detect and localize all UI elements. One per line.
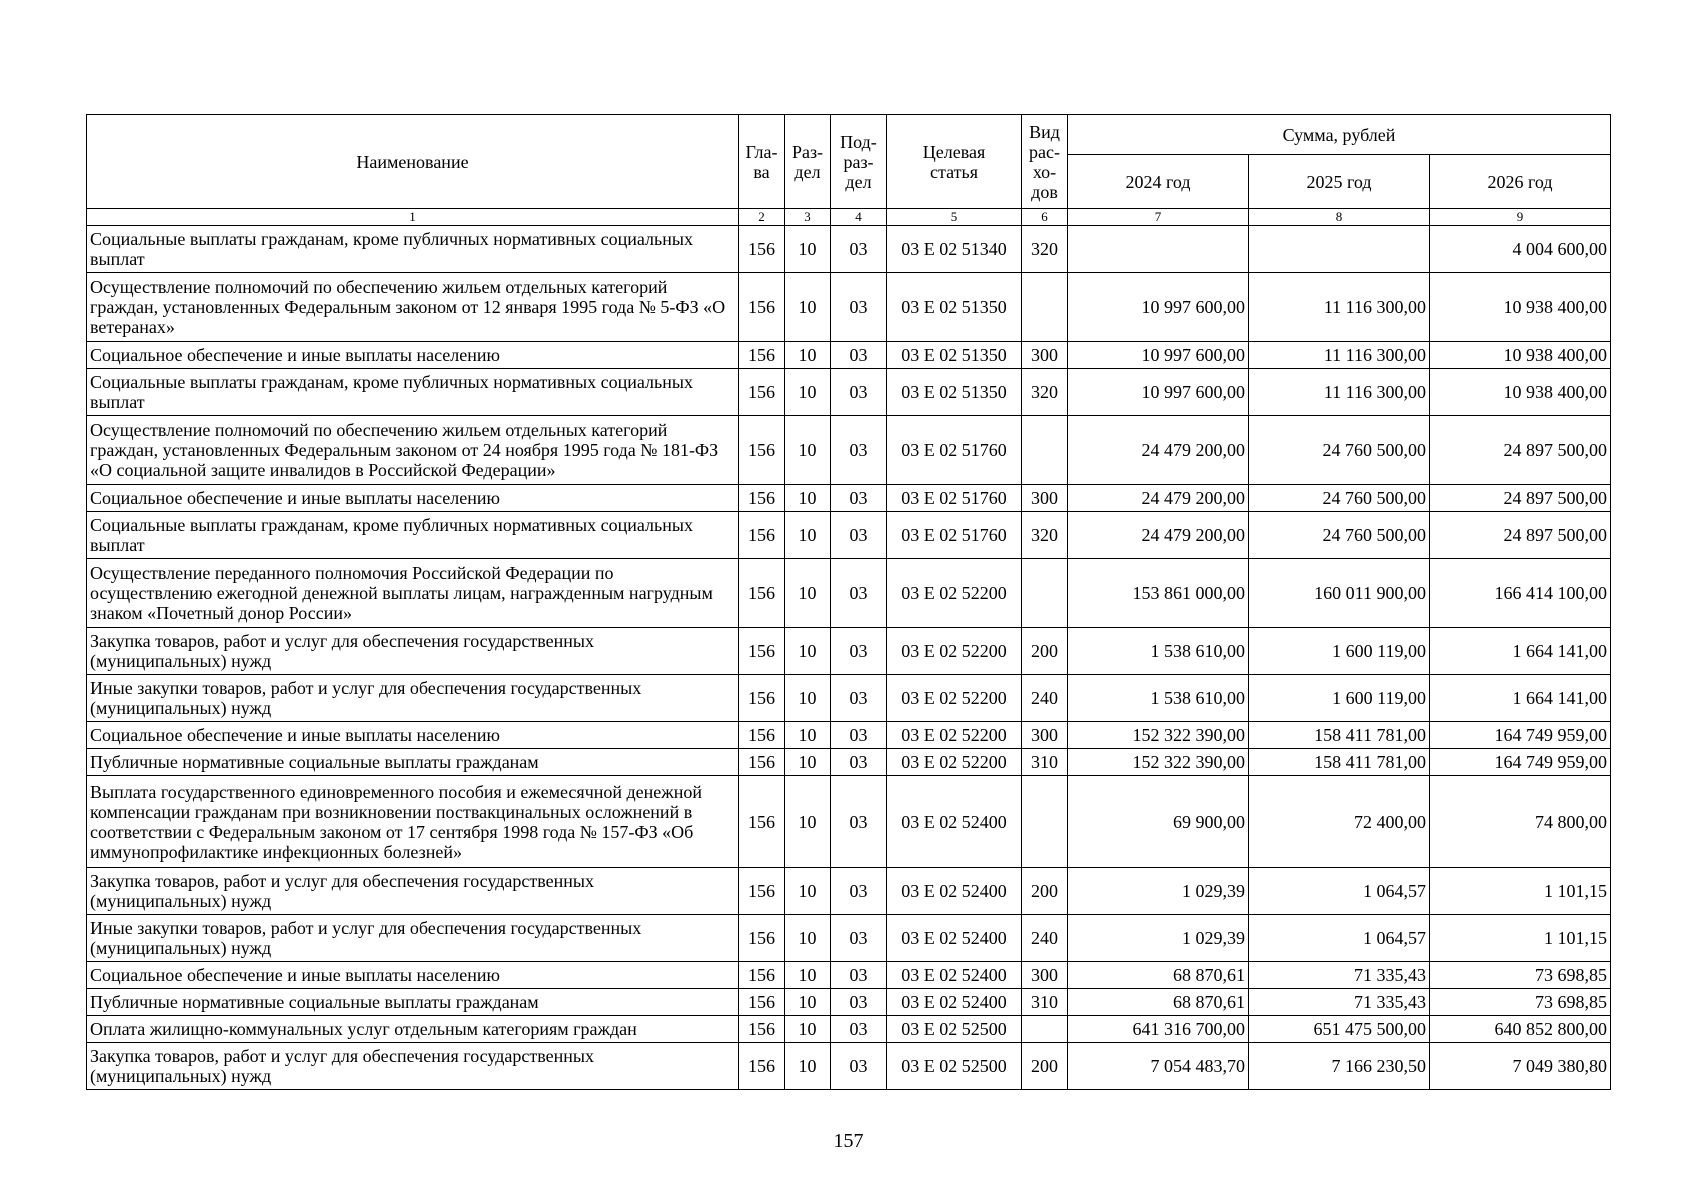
- row-podrazdel: 03: [831, 989, 887, 1016]
- row-amount-2025: 71 335,43: [1249, 962, 1430, 989]
- row-amount-2026: 10 938 400,00: [1430, 273, 1611, 342]
- row-razdel: 10: [785, 226, 831, 273]
- row-razdel: 10: [785, 559, 831, 628]
- row-name: Социальное обеспечение и иные выплаты населению: [87, 722, 739, 749]
- header-year-2024: 2024 год: [1068, 155, 1249, 209]
- row-amount-2024: 24 479 200,00: [1068, 512, 1249, 559]
- row-celevaya-statya: 03 Е 02 51340: [887, 226, 1022, 273]
- row-razdel: 10: [785, 722, 831, 749]
- row-razdel: 10: [785, 1016, 831, 1043]
- row-amount-2026: 1 101,15: [1430, 868, 1611, 915]
- row-podrazdel: 03: [831, 273, 887, 342]
- row-amount-2024: 68 870,61: [1068, 989, 1249, 1016]
- row-glava: 156: [739, 776, 785, 868]
- row-vid-rashodov: 300: [1022, 722, 1068, 749]
- table-row: [87, 485, 1611, 512]
- row-vid-rashodov: [1022, 273, 1068, 342]
- row-razdel: 10: [785, 776, 831, 868]
- row-vid-rashodov: 300: [1022, 962, 1068, 989]
- row-vid-rashodov: 200: [1022, 628, 1068, 675]
- row-razdel: 10: [785, 675, 831, 722]
- row-vid-rashodov: [1022, 1016, 1068, 1043]
- table-row: [87, 722, 1611, 749]
- row-name: Осуществление переданного полномочия Российской Федерации по осуществлению ежегодной денежной выплаты лицам, награжденным нагрудным знаком «Почетный донор России»: [87, 559, 739, 628]
- row-name: Публичные нормативные социальные выплаты гражданам: [87, 989, 739, 1016]
- row-vid-rashodov: 240: [1022, 915, 1068, 962]
- row-celevaya-statya: 03 Е 02 51760: [887, 416, 1022, 485]
- row-celevaya-statya: 03 Е 02 52200: [887, 559, 1022, 628]
- row-amount-2025: 24 760 500,00: [1249, 512, 1430, 559]
- table-row: [87, 416, 1611, 485]
- row-vid-rashodov: [1022, 776, 1068, 868]
- header-year-2025: 2025 год: [1249, 155, 1430, 209]
- row-amount-2026: 73 698,85: [1430, 962, 1611, 989]
- row-amount-2024: 1 538 610,00: [1068, 675, 1249, 722]
- row-vid-rashodov: 300: [1022, 342, 1068, 369]
- row-amount-2026: 164 749 959,00: [1430, 722, 1611, 749]
- table-row: [87, 273, 1611, 342]
- row-amount-2026: 74 800,00: [1430, 776, 1611, 868]
- row-name: Выплата государственного единовременного пособия и ежемесячной денежной компенсации гражданам при возникновении поствакцинальных осложнений в соответствии с Федеральным законом от 17 сентября 1998 года № 157-ФЗ «Об иммунопрофилактике инфекционных болезней»: [87, 776, 739, 868]
- row-vid-rashodov: 300: [1022, 485, 1068, 512]
- row-amount-2026: 164 749 959,00: [1430, 749, 1611, 776]
- row-amount-2024: 24 479 200,00: [1068, 485, 1249, 512]
- row-amount-2025: 160 011 900,00: [1249, 559, 1430, 628]
- row-name: Социальное обеспечение и иные выплаты населению: [87, 485, 739, 512]
- row-razdel: 10: [785, 485, 831, 512]
- row-name: Социальные выплаты гражданам, кроме публичных нормативных социальных выплат: [87, 369, 739, 416]
- row-podrazdel: 03: [831, 749, 887, 776]
- row-glava: 156: [739, 989, 785, 1016]
- row-amount-2025: 24 760 500,00: [1249, 416, 1430, 485]
- column-number: 7: [1068, 209, 1249, 226]
- row-vid-rashodov: 320: [1022, 226, 1068, 273]
- row-razdel: 10: [785, 962, 831, 989]
- row-vid-rashodov: [1022, 559, 1068, 628]
- column-number: 9: [1430, 209, 1611, 226]
- row-podrazdel: 03: [831, 628, 887, 675]
- row-celevaya-statya: 03 Е 02 52400: [887, 868, 1022, 915]
- row-podrazdel: 03: [831, 722, 887, 749]
- row-name: Иные закупки товаров, работ и услуг для обеспечения государственных (муниципальных) нужд: [87, 915, 739, 962]
- row-podrazdel: 03: [831, 776, 887, 868]
- row-amount-2025: 1 600 119,00: [1249, 675, 1430, 722]
- row-celevaya-statya: 03 Е 02 52200: [887, 628, 1022, 675]
- row-amount-2024: 69 900,00: [1068, 776, 1249, 868]
- table-row: [87, 369, 1611, 416]
- row-razdel: 10: [785, 342, 831, 369]
- row-amount-2024: 1 538 610,00: [1068, 628, 1249, 675]
- row-amount-2026: 73 698,85: [1430, 989, 1611, 1016]
- row-amount-2024: 10 997 600,00: [1068, 369, 1249, 416]
- page-number: 157: [833, 1130, 864, 1152]
- row-amount-2026: 10 938 400,00: [1430, 342, 1611, 369]
- row-amount-2024: 152 322 390,00: [1068, 749, 1249, 776]
- header-vid-rashodov: Вид рас- хо- дов: [1022, 115, 1068, 209]
- header-year-2026: 2026 год: [1430, 155, 1611, 209]
- row-vid-rashodov: 320: [1022, 512, 1068, 559]
- row-glava: 156: [739, 485, 785, 512]
- row-celevaya-statya: 03 Е 02 51760: [887, 512, 1022, 559]
- row-podrazdel: 03: [831, 675, 887, 722]
- row-amount-2026: 1 101,15: [1430, 915, 1611, 962]
- row-name: Осуществление полномочий по обеспечению жильем отдельных категорий граждан, установленных Федеральным законом от 24 ноября 1995 года № 181-ФЗ «О социальной защите инвалидов в Российской Федерации»: [87, 416, 739, 485]
- column-number: 1: [87, 209, 739, 226]
- row-celevaya-statya: 03 Е 02 52400: [887, 962, 1022, 989]
- row-razdel: 10: [785, 416, 831, 485]
- row-amount-2025: 1 600 119,00: [1249, 628, 1430, 675]
- table-row: [87, 675, 1611, 722]
- row-name: Социальное обеспечение и иные выплаты населению: [87, 962, 739, 989]
- row-celevaya-statya: 03 Е 02 51350: [887, 273, 1022, 342]
- row-amount-2026: 640 852 800,00: [1430, 1016, 1611, 1043]
- table-row: [87, 1043, 1611, 1090]
- row-amount-2026: 24 897 500,00: [1430, 485, 1611, 512]
- table-row: [87, 749, 1611, 776]
- row-glava: 156: [739, 675, 785, 722]
- row-amount-2025: 11 116 300,00: [1249, 342, 1430, 369]
- row-razdel: 10: [785, 512, 831, 559]
- row-podrazdel: 03: [831, 416, 887, 485]
- row-glava: 156: [739, 749, 785, 776]
- row-name: Закупка товаров, работ и услуг для обеспечения государственных (муниципальных) нужд: [87, 628, 739, 675]
- row-celevaya-statya: 03 Е 02 52200: [887, 722, 1022, 749]
- row-podrazdel: 03: [831, 868, 887, 915]
- column-number: 3: [785, 209, 831, 226]
- row-amount-2025: 158 411 781,00: [1249, 722, 1430, 749]
- row-amount-2025: 1 064,57: [1249, 915, 1430, 962]
- row-celevaya-statya: 03 Е 02 52200: [887, 749, 1022, 776]
- row-amount-2024: 10 997 600,00: [1068, 273, 1249, 342]
- header-name: Наименование: [87, 115, 739, 209]
- table-row: [87, 1016, 1611, 1043]
- row-razdel: 10: [785, 1043, 831, 1090]
- budget-table: [86, 114, 1611, 1090]
- row-amount-2025: 71 335,43: [1249, 989, 1430, 1016]
- row-razdel: 10: [785, 369, 831, 416]
- table-row: [87, 226, 1611, 273]
- table-row: [87, 776, 1611, 868]
- table-row: [87, 989, 1611, 1016]
- row-name: Социальные выплаты гражданам, кроме публичных нормативных социальных выплат: [87, 512, 739, 559]
- row-amount-2025: 651 475 500,00: [1249, 1016, 1430, 1043]
- row-podrazdel: 03: [831, 369, 887, 416]
- row-celevaya-statya: 03 Е 02 52400: [887, 776, 1022, 868]
- row-glava: 156: [739, 868, 785, 915]
- row-amount-2024: 68 870,61: [1068, 962, 1249, 989]
- row-podrazdel: 03: [831, 915, 887, 962]
- row-glava: 156: [739, 1016, 785, 1043]
- row-celevaya-statya: 03 Е 02 51760: [887, 485, 1022, 512]
- row-vid-rashodov: [1022, 416, 1068, 485]
- row-amount-2026: 166 414 100,00: [1430, 559, 1611, 628]
- row-amount-2024: 1 029,39: [1068, 915, 1249, 962]
- row-amount-2025: 1 064,57: [1249, 868, 1430, 915]
- row-razdel: 10: [785, 749, 831, 776]
- row-glava: 156: [739, 369, 785, 416]
- column-number: 8: [1249, 209, 1430, 226]
- row-razdel: 10: [785, 868, 831, 915]
- row-vid-rashodov: 200: [1022, 868, 1068, 915]
- row-glava: 156: [739, 915, 785, 962]
- row-amount-2025: 11 116 300,00: [1249, 273, 1430, 342]
- row-glava: 156: [739, 342, 785, 369]
- column-number-row: [87, 209, 1611, 226]
- column-number: 4: [831, 209, 887, 226]
- row-amount-2025: 158 411 781,00: [1249, 749, 1430, 776]
- column-number: 2: [739, 209, 785, 226]
- table-row: [87, 628, 1611, 675]
- column-number: 6: [1022, 209, 1068, 226]
- table-row: [87, 512, 1611, 559]
- row-amount-2026: 1 664 141,00: [1430, 675, 1611, 722]
- row-glava: 156: [739, 226, 785, 273]
- row-name: Социальное обеспечение и иные выплаты населению: [87, 342, 739, 369]
- row-glava: 156: [739, 962, 785, 989]
- row-name: Иные закупки товаров, работ и услуг для обеспечения государственных (муниципальных) нужд: [87, 675, 739, 722]
- row-amount-2026: 7 049 380,80: [1430, 1043, 1611, 1090]
- row-amount-2025: 72 400,00: [1249, 776, 1430, 868]
- table-row: [87, 868, 1611, 915]
- row-vid-rashodov: 310: [1022, 989, 1068, 1016]
- row-glava: 156: [739, 559, 785, 628]
- header-razdel: Раз- дел: [785, 115, 831, 209]
- row-celevaya-statya: 03 Е 02 52400: [887, 915, 1022, 962]
- row-vid-rashodov: 320: [1022, 369, 1068, 416]
- row-glava: 156: [739, 628, 785, 675]
- table-row: [87, 962, 1611, 989]
- row-amount-2026: 24 897 500,00: [1430, 512, 1611, 559]
- row-name: Оплата жилищно-коммунальных услуг отдельным категориям граждан: [87, 1016, 739, 1043]
- row-amount-2025: [1249, 226, 1430, 273]
- row-vid-rashodov: 240: [1022, 675, 1068, 722]
- row-amount-2025: 24 760 500,00: [1249, 485, 1430, 512]
- row-name: Закупка товаров, работ и услуг для обеспечения государственных (муниципальных) нужд: [87, 868, 739, 915]
- row-name: Публичные нормативные социальные выплаты гражданам: [87, 749, 739, 776]
- row-name: Закупка товаров, работ и услуг для обеспечения государственных (муниципальных) нужд: [87, 1043, 739, 1090]
- row-celevaya-statya: 03 Е 02 51350: [887, 369, 1022, 416]
- row-celevaya-statya: 03 Е 02 52200: [887, 675, 1022, 722]
- row-podrazdel: 03: [831, 559, 887, 628]
- row-amount-2024: 1 029,39: [1068, 868, 1249, 915]
- row-glava: 156: [739, 722, 785, 749]
- row-amount-2026: 1 664 141,00: [1430, 628, 1611, 675]
- row-amount-2026: 4 004 600,00: [1430, 226, 1611, 273]
- row-razdel: 10: [785, 273, 831, 342]
- row-celevaya-statya: 03 Е 02 52400: [887, 989, 1022, 1016]
- row-celevaya-statya: 03 Е 02 52500: [887, 1043, 1022, 1090]
- row-amount-2025: 7 166 230,50: [1249, 1043, 1430, 1090]
- row-amount-2024: 7 054 483,70: [1068, 1043, 1249, 1090]
- table-row: [87, 342, 1611, 369]
- row-amount-2024: 24 479 200,00: [1068, 416, 1249, 485]
- row-razdel: 10: [785, 915, 831, 962]
- row-amount-2026: 24 897 500,00: [1430, 416, 1611, 485]
- row-celevaya-statya: 03 Е 02 52500: [887, 1016, 1022, 1043]
- table-row: [87, 559, 1611, 628]
- row-vid-rashodov: 200: [1022, 1043, 1068, 1090]
- header-glava: Гла- ва: [739, 115, 785, 209]
- header-podrazdel: Под- раз- дел: [831, 115, 887, 209]
- row-amount-2025: 11 116 300,00: [1249, 369, 1430, 416]
- row-amount-2024: 153 861 000,00: [1068, 559, 1249, 628]
- row-podrazdel: 03: [831, 512, 887, 559]
- header-summa: Сумма, рублей: [1068, 115, 1611, 155]
- row-amount-2026: 10 938 400,00: [1430, 369, 1611, 416]
- row-podrazdel: 03: [831, 962, 887, 989]
- row-name: Осуществление полномочий по обеспечению жильем отдельных категорий граждан, установленных Федеральным законом от 12 января 1995 года № 5-ФЗ «О ветеранах»: [87, 273, 739, 342]
- row-podrazdel: 03: [831, 485, 887, 512]
- row-amount-2024: 10 997 600,00: [1068, 342, 1249, 369]
- row-name: Социальные выплаты гражданам, кроме публичных нормативных социальных выплат: [87, 226, 739, 273]
- row-podrazdel: 03: [831, 1016, 887, 1043]
- row-glava: 156: [739, 273, 785, 342]
- row-razdel: 10: [785, 628, 831, 675]
- row-amount-2024: 152 322 390,00: [1068, 722, 1249, 749]
- row-podrazdel: 03: [831, 226, 887, 273]
- row-amount-2024: 641 316 700,00: [1068, 1016, 1249, 1043]
- row-glava: 156: [739, 512, 785, 559]
- header-celevaya-statya: Целевая статья: [887, 115, 1022, 209]
- row-podrazdel: 03: [831, 1043, 887, 1090]
- row-glava: 156: [739, 416, 785, 485]
- row-podrazdel: 03: [831, 342, 887, 369]
- row-celevaya-statya: 03 Е 02 51350: [887, 342, 1022, 369]
- row-razdel: 10: [785, 989, 831, 1016]
- row-vid-rashodov: 310: [1022, 749, 1068, 776]
- row-glava: 156: [739, 1043, 785, 1090]
- column-number: 5: [887, 209, 1022, 226]
- row-amount-2024: [1068, 226, 1249, 273]
- table-row: [87, 915, 1611, 962]
